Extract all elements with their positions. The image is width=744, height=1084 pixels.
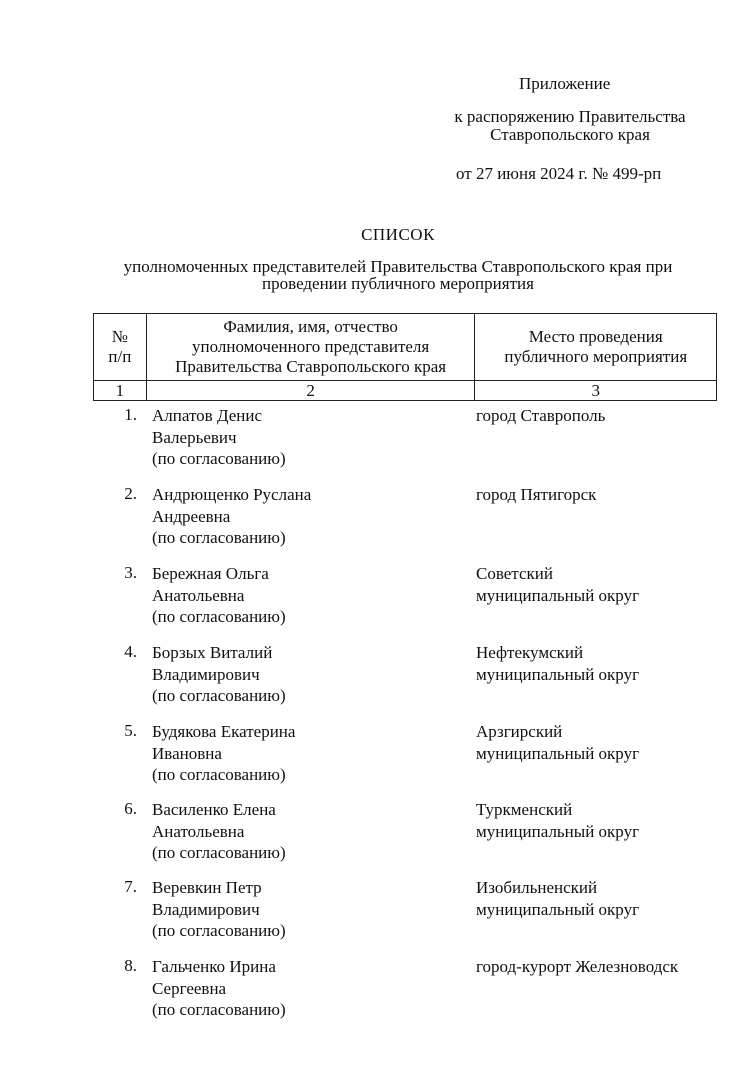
agreement-note: (по согласованию) — [152, 1000, 286, 1019]
header-name-line-3: Правительства Ставропольского края — [175, 357, 447, 376]
row-number: 3. — [124, 563, 137, 582]
agreement-note: (по согласованию) — [152, 528, 286, 547]
row-number: 4. — [124, 642, 137, 661]
patronymic: Анатольевна — [152, 821, 245, 841]
patronymic: Анатольевна — [152, 585, 245, 605]
table-header — [93, 313, 717, 401]
representative-name — [152, 956, 452, 1021]
agreement-note: (по согласованию) — [152, 686, 286, 705]
header-place-cell — [475, 314, 717, 381]
agreement-note: (по согласованию) — [152, 607, 286, 626]
patronymic: Сергеевна — [152, 978, 227, 998]
row-number: 6. — [124, 799, 137, 818]
document-subtitle-line-2: проведении публичного мероприятия — [262, 274, 534, 293]
row-number: 5. — [124, 721, 137, 740]
representative-name — [152, 721, 452, 786]
header-row — [94, 314, 717, 381]
patronymic: Валерьевич — [152, 427, 237, 447]
event-location — [476, 799, 736, 842]
event-location — [476, 642, 736, 685]
appendix-reference — [440, 108, 700, 144]
location-line-1: город-курорт Железноводск — [476, 957, 679, 976]
agreement-note: (по согласованию) — [152, 843, 286, 862]
row-number: 7. — [124, 877, 137, 896]
row-number: 1. — [124, 405, 137, 424]
appendix-date: от 27 июня 2024 г. № 499-рп — [456, 164, 662, 183]
document-subtitle — [90, 258, 706, 292]
representative-name — [152, 563, 452, 628]
column-number-1: 1 — [94, 381, 147, 401]
table-row — [93, 721, 717, 793]
surname-name: Будякова Екатерина — [152, 722, 296, 741]
event-location — [476, 877, 736, 920]
header-place-line-2: публичного мероприятия — [504, 347, 688, 366]
event-location — [476, 563, 736, 606]
location-line-1: город Ставрополь — [476, 406, 606, 425]
row-number: 8. — [124, 956, 137, 975]
location-line-2: муниципальный округ — [476, 585, 640, 605]
agreement-note: (по согласованию) — [152, 921, 286, 940]
document-subtitle-line-1: уполномоченных представителей Правительства Ставропольского края при — [123, 257, 673, 276]
surname-name: Веревкин Петр — [152, 878, 262, 897]
surname-name: Борзых Виталий — [152, 643, 273, 662]
representative-name — [152, 799, 452, 864]
agreement-note: (по согласованию) — [152, 449, 286, 468]
representative-name — [152, 877, 452, 942]
table-row — [93, 642, 717, 714]
location-line-1: Туркменский — [476, 800, 573, 819]
row-number: 2. — [124, 484, 137, 503]
surname-name: Василенко Елена — [152, 800, 276, 819]
header-num-line-2: п/п — [108, 347, 132, 366]
patronymic: Андреевна — [152, 506, 231, 526]
column-number-3: 3 — [475, 381, 717, 401]
patronymic: Владимирович — [152, 899, 260, 919]
header-place-line-1: Место проведения — [528, 327, 663, 346]
header-num-line-1: № — [111, 327, 128, 346]
header-num-cell — [94, 314, 147, 381]
header-name-line-1: Фамилия, имя, отчество — [223, 317, 398, 336]
table-row — [93, 956, 717, 1028]
table-row — [93, 563, 717, 635]
document-title: СПИСОК — [361, 225, 435, 244]
event-location — [476, 405, 736, 427]
appendix-title: Приложение — [519, 74, 611, 93]
header-name-cell — [146, 314, 475, 381]
location-line-1: Изобильненский — [476, 878, 598, 897]
representative-name — [152, 405, 452, 470]
surname-name: Гальченко Ирина — [152, 957, 276, 976]
column-number-row — [94, 381, 717, 401]
appendix-reference-line-2: Ставропольского края — [490, 125, 650, 144]
representative-name — [152, 484, 452, 549]
table-row — [93, 799, 717, 871]
appendix-reference-line-1: к распоряжению Правительства — [454, 107, 686, 126]
location-line-1: Нефтекумский — [476, 643, 584, 662]
table-row — [93, 405, 717, 477]
representative-name — [152, 642, 452, 707]
patronymic: Владимирович — [152, 664, 260, 684]
column-number-2: 2 — [146, 381, 475, 401]
surname-name: Бережная Ольга — [152, 564, 269, 583]
patronymic: Ивановна — [152, 743, 222, 763]
agreement-note: (по согласованию) — [152, 765, 286, 784]
location-line-2: муниципальный округ — [476, 821, 640, 841]
surname-name: Алпатов Денис — [152, 406, 263, 425]
location-line-1: Советский — [476, 564, 553, 583]
event-location — [476, 721, 736, 764]
location-line-1: Арзгирский — [476, 722, 563, 741]
header-name-line-2: уполномоченного представителя — [191, 337, 430, 356]
location-line-2: муниципальный округ — [476, 664, 640, 684]
table-row — [93, 484, 717, 556]
surname-name: Андрющенко Руслана — [152, 485, 312, 504]
table-row — [93, 877, 717, 949]
location-line-2: муниципальный округ — [476, 743, 640, 763]
event-location — [476, 956, 736, 978]
location-line-2: муниципальный округ — [476, 899, 640, 919]
location-line-1: город Пятигорск — [476, 485, 597, 504]
event-location — [476, 484, 736, 506]
